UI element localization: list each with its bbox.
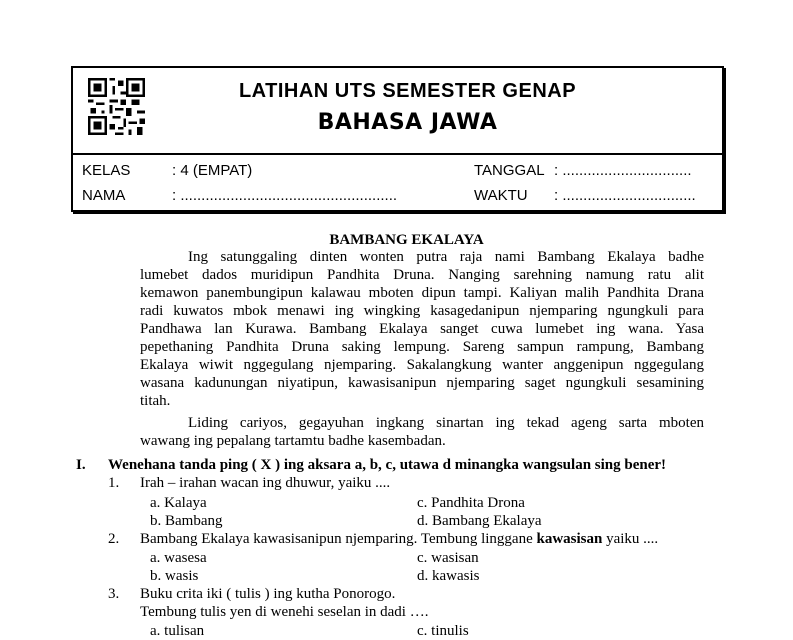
- story-line: kemawon panembungipun kalawau mboten dipun tampi. Kaliyan malih Pandhita Drana: [140, 285, 704, 301]
- section-instruction: Wenehana tanda ping ( X ) ing aksara a, b, c, utawa d minangka wangsulan sing bener!: [108, 457, 667, 473]
- header-title-area: [73, 68, 722, 155]
- story-line: Pandhawa lan Kurawa. Bambang Ekalaya sanget cuwa lumebet ing wana. Yasa: [140, 321, 704, 337]
- question-text-part: Bambang Ekalaya kawasisanipun njemparing. Tembung linggane: [140, 531, 537, 547]
- option-c[interactable]: c. tinulis: [417, 623, 469, 639]
- story-line: Ing satunggaling dinten wonten putra raja nami Bambang Ekalaya badhe: [188, 249, 704, 265]
- kelas-label: KELAS: [82, 162, 131, 179]
- question-text-part: yaiku ....: [602, 531, 659, 547]
- story-line: pepethaning Pandhita Druna saking lempung. Sareng sampun rampung, Bambang: [140, 339, 704, 355]
- question-text: Irah – irahan wacan ing dhuwur, yaiku ....: [140, 475, 391, 491]
- waktu-field[interactable]: : ................................: [554, 187, 696, 204]
- tanggal-label: TANGGAL: [474, 162, 545, 179]
- option-b[interactable]: b. wasis: [150, 568, 199, 584]
- section-number: I.: [76, 457, 86, 473]
- question-number: 1.: [108, 475, 120, 491]
- story-line: Liding cariyos, gegayuhan ingkang sinartan ing tekad ageng sarta mboten: [188, 415, 704, 431]
- question-text: Buku crita iki ( tulis ) ing kutha Ponorogo.: [140, 586, 396, 602]
- option-d[interactable]: d. kawasis: [417, 568, 480, 584]
- question-number: 2.: [108, 531, 120, 547]
- exam-title: LATIHAN UTS SEMESTER GENAP: [238, 80, 577, 102]
- option-a[interactable]: a. tulisan: [150, 623, 205, 639]
- question-number: 3.: [108, 586, 120, 602]
- nama-field[interactable]: : ....................................................: [172, 187, 398, 204]
- kelas-value: : 4 (EMPAT): [172, 162, 253, 179]
- option-a[interactable]: a. Kalaya: [150, 495, 207, 511]
- option-d[interactable]: d. Bambang Ekalaya: [417, 513, 542, 529]
- story-line: lumebet dados muridipun Pandhita Druna. Nanging sarehning namung ratu alit: [140, 267, 704, 283]
- option-a[interactable]: a. wasesa: [150, 550, 207, 566]
- question-text: Tembung tulis yen di wenehi seselan in dadi ….: [140, 604, 429, 620]
- story-line: Ekalaya wiwit nggegulang njemparing. Sakalangkung wanter anggenipun nggegulang: [140, 357, 704, 373]
- option-c[interactable]: c. Pandhita Drona: [417, 495, 525, 511]
- question-text: [140, 530, 658, 548]
- option-b[interactable]: b. Bambang: [150, 513, 223, 529]
- tanggal-field[interactable]: : ...............................: [554, 162, 692, 179]
- story-line: radi kuwatos mbok menawi ing wingking kasagedanipun njemparing ngungkuli para: [140, 303, 704, 319]
- option-c[interactable]: c. wasisan: [417, 550, 479, 566]
- story-line: titah.: [140, 393, 171, 409]
- header-box: [71, 66, 724, 212]
- nama-label: NAMA: [82, 187, 126, 204]
- story-line: wawang ing pepalang tartamtu badhe kasembadan.: [140, 433, 446, 449]
- waktu-label: WAKTU: [474, 187, 528, 204]
- subject-title: BAHASA JAWA: [317, 110, 498, 135]
- story-line: wasana kadunungan niyatipun, kawasisanipun njemparing saget ngungkuli sesamining: [140, 375, 704, 391]
- question-keyword: kawasisan: [536, 531, 603, 547]
- story-title: BAMBANG EKALAYA: [329, 232, 484, 248]
